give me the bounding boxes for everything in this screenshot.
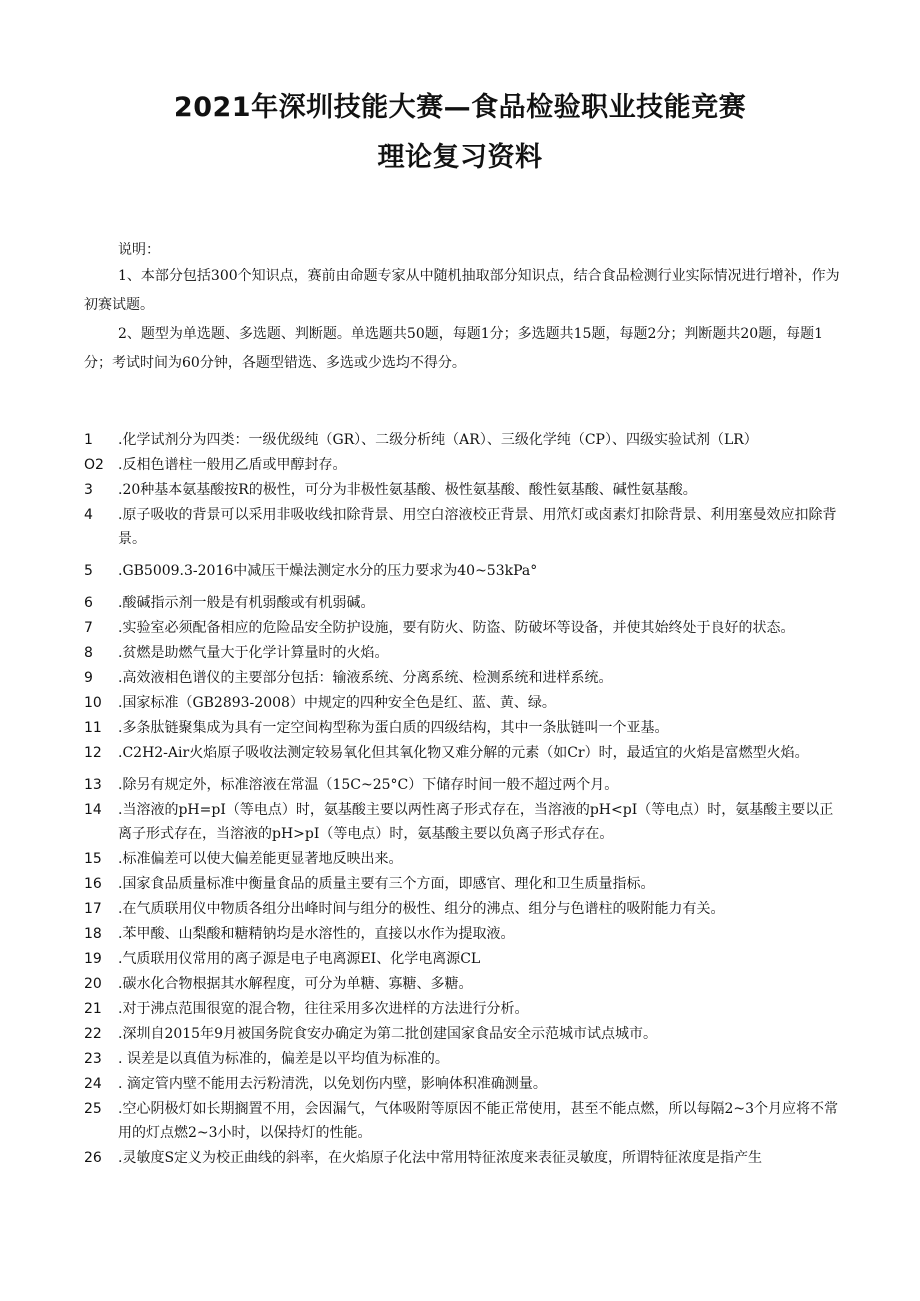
item-number: 13 xyxy=(84,777,102,793)
item-number: 22 xyxy=(84,1026,102,1042)
knowledge-point-list xyxy=(84,428,840,1171)
item-number: 10 xyxy=(84,695,102,711)
list-item xyxy=(84,997,840,1021)
list-item xyxy=(84,716,840,740)
list-item xyxy=(84,972,840,996)
list-item xyxy=(84,453,840,477)
list-item xyxy=(84,872,840,896)
item-number: 3 xyxy=(84,482,93,498)
item-text: . 误差是以真值为标准的，偏差是以平均值为标准的。 xyxy=(118,1051,449,1067)
item-number: 26 xyxy=(84,1150,102,1166)
item-number: 15 xyxy=(84,851,102,867)
item-text: .当溶液的pH=pI（等电点）时，氨基酸主要以两性离子形式存在，当溶液的pH<pI（等电点）时，氨基酸主要以正离子形式存在，当溶液的pH>pI（等电点）时，氨基酸主要以负离子形式存在。 xyxy=(118,802,834,842)
item-number: 19 xyxy=(84,951,102,967)
document-title: 2021年深圳技能大赛—食品检验职业技能竞赛 xyxy=(173,92,747,123)
list-item xyxy=(84,897,840,921)
item-number: 6 xyxy=(84,595,93,611)
item-number: 20 xyxy=(84,976,102,992)
item-number: O2 xyxy=(84,457,104,473)
list-item xyxy=(84,478,840,502)
list-item xyxy=(84,503,840,551)
item-text: .实验室必须配备相应的危险品安全防护设施，要有防火、防盗、防破坏等设备，并使其始终处于良好的状态。 xyxy=(118,620,795,636)
item-number: 14 xyxy=(84,802,102,818)
list-item xyxy=(84,741,840,765)
list-item xyxy=(84,428,840,452)
item-number: 25 xyxy=(84,1101,102,1117)
intro-paragraph-1: 1、本部分包括300个知识点，赛前由命题专家从中随机抽取部分知识点，结合食品检测行业实际情况进行增补，作为初赛试题。 xyxy=(84,268,840,313)
item-text: .苯甲酸、山梨酸和糖精钠均是水溶性的，直接以水作为提取液。 xyxy=(118,926,515,942)
item-text: .C2H2-Air火焰原子吸收法测定较易氧化但其氧化物又难分解的元素（如Cr）时，最适宜的火焰是富燃型火焰。 xyxy=(118,745,809,761)
intro-label: 说明： xyxy=(118,242,160,258)
item-text: .20种基本氨基酸按R的极性，可分为非极性氨基酸、极性氨基酸、酸性氨基酸、碱性氨基酸。 xyxy=(118,482,697,498)
item-number: 5 xyxy=(84,563,93,579)
item-text: .碳水化合物根据其水解程度，可分为单糖、寡糖、多糖。 xyxy=(118,976,473,992)
list-item xyxy=(84,1146,840,1170)
item-number: 4 xyxy=(84,507,93,523)
list-item xyxy=(84,1022,840,1046)
item-number: 12 xyxy=(84,745,102,761)
list-item xyxy=(84,922,840,946)
item-text: .酸碱指示剂一般是有机弱酸或有机弱碱。 xyxy=(118,595,375,611)
item-number: 11 xyxy=(84,720,102,736)
list-item xyxy=(84,616,840,640)
item-text: .对于沸点范围很宽的混合物，往往采用多次进样的方法进行分析。 xyxy=(118,1001,529,1017)
list-item xyxy=(84,559,840,583)
list-item xyxy=(84,1097,840,1145)
item-text: .深圳自2015年9月被国务院食安办确定为第二批创建国家食品安全示范城市试点城市。 xyxy=(118,1026,657,1042)
item-number: 7 xyxy=(84,620,93,636)
item-text: .除另有规定外，标准溶液在常温（15C~25°C）下储存时间一般不超过两个月。 xyxy=(118,777,619,793)
item-number: 17 xyxy=(84,901,102,917)
list-item xyxy=(84,773,840,797)
item-text: .标准偏差可以使大偏差能更显著地反映出来。 xyxy=(118,851,403,867)
item-text: .反相色谱柱一般用乙盾或甲醇封存。 xyxy=(118,457,347,473)
item-number: 23 xyxy=(84,1051,102,1067)
list-item xyxy=(84,798,840,846)
intro-paragraph-2: 2、题型为单选题、多选题、判断题。单选题共50题，每题1分；多选题共15题，每题2分；判断题共20题，每题1分；考试时间为60分钟，各题型错选、多选或少选均不得分。 xyxy=(84,326,824,371)
list-item xyxy=(84,847,840,871)
list-item xyxy=(84,591,840,615)
item-text: .多条肽链聚集成为具有一定空间构型称为蛋白质的四级结构，其中一条肽链叫一个亚基。 xyxy=(118,720,669,736)
item-text: .GB5009.3-2016中减压干燥法测定水分的压力要求为40~53kPa° xyxy=(118,563,538,579)
item-text: .气质联用仪常用的离子源是电子电离源EI、化学电离源CL xyxy=(118,951,481,967)
list-item xyxy=(84,666,840,690)
item-text: .国家食品质量标准中衡量食品的质量主要有三个方面，即感官、理化和卫生质量指标。 xyxy=(118,876,655,892)
item-text: .国家标准（GB2893-2008）中规定的四种安全色是红、蓝、黄、绿。 xyxy=(118,695,556,711)
item-number: 9 xyxy=(84,670,93,686)
item-number: 1 xyxy=(84,432,93,448)
document-subtitle: 理论复习资料 xyxy=(377,142,543,173)
item-number: 8 xyxy=(84,645,93,661)
list-item xyxy=(84,947,840,971)
item-text: .原子吸收的背景可以采用非吸收线扣除背景、用空白溶液校正背景、用笊灯或卤素灯扣除背景、利用塞曼效应扣除背景。 xyxy=(118,507,837,547)
item-number: 21 xyxy=(84,1001,102,1017)
list-item xyxy=(84,691,840,715)
item-text: .在气质联用仪中物质各组分出峰时间与组分的极性、组分的沸点、组分与色谱柱的吸附能力有关。 xyxy=(118,901,725,917)
item-number: 16 xyxy=(84,876,102,892)
item-text: .高效液相色谱仪的主要部分包括：输液系统、分离系统、检测系统和进样系统。 xyxy=(118,670,613,686)
item-text: .化学试剂分为四类：一级优级纯（GR）、二级分析纯（AR）、三级化学纯（CP）、四级实验试剂（LR） xyxy=(118,432,758,448)
list-item xyxy=(84,1047,840,1071)
item-number: 24 xyxy=(84,1076,102,1092)
item-text: .贫燃是助燃气量大于化学计算量时的火焰。 xyxy=(118,645,389,661)
list-item xyxy=(84,641,840,665)
item-number: 18 xyxy=(84,926,102,942)
item-text: .灵敏度S定义为校正曲线的斜率，在火焰原子化法中常用特征浓度来表征灵敏度，所谓特征浓度是指产生 xyxy=(118,1150,763,1166)
item-text: .空心阴极灯如长期搁置不用，会因漏气，气体吸附等原因不能正常使用，甚至不能点燃，所以每隔2~3个月应将不常用的灯点燃2~3小时，以保持灯的性能。 xyxy=(118,1101,838,1141)
list-item xyxy=(84,1072,840,1096)
item-text: . 滴定管内壁不能用去污粉清洗，以免划伤内壁，影响体积准确测量。 xyxy=(118,1076,547,1092)
